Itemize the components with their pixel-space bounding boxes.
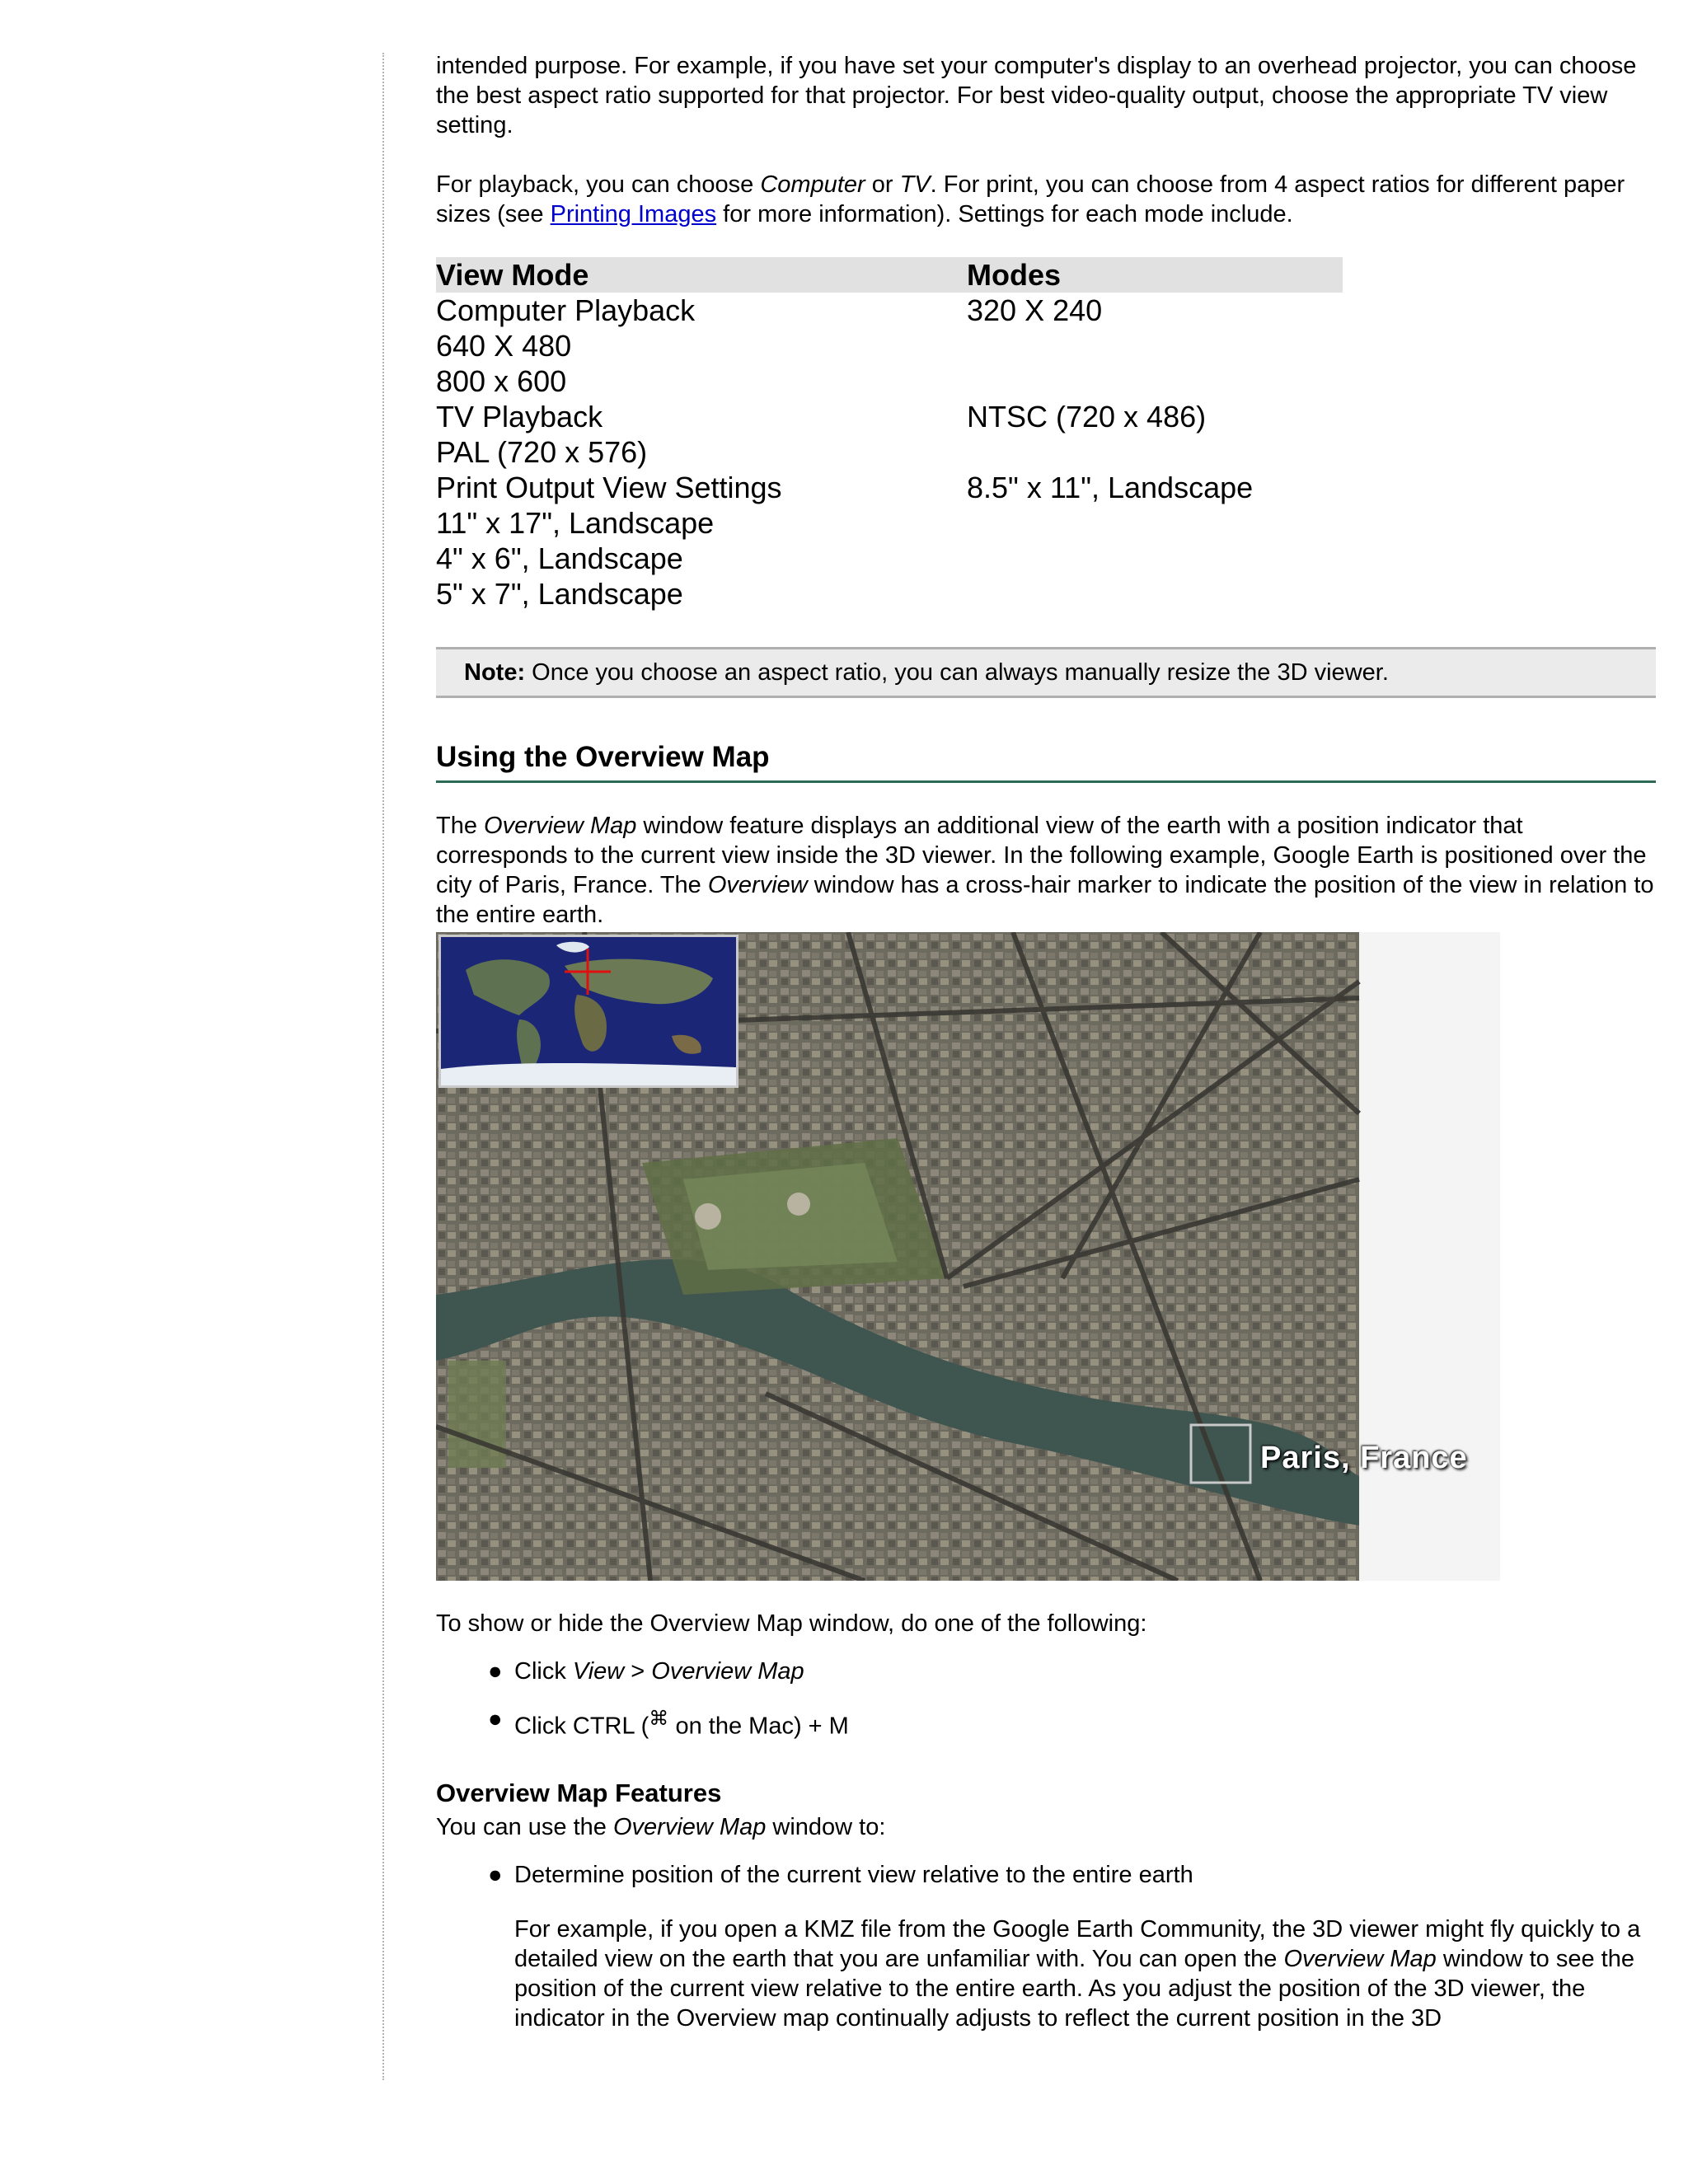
- table-cell: [967, 576, 1343, 612]
- table-cell: TV Playback: [436, 400, 603, 434]
- note-text: Once you choose an aspect ratio, you can always manually resize the 3D viewer.: [525, 659, 1389, 686]
- table-cell: 640 X 480: [436, 329, 572, 363]
- section-heading: Using the Overview Map: [436, 739, 1656, 783]
- table-row: [436, 505, 1343, 541]
- paris-aerial-image: [436, 932, 1500, 1581]
- table-row: [436, 293, 1343, 328]
- list-item: ● Click CTRL (⌘ on the Mac) + M: [488, 1706, 849, 1740]
- table-cell: [967, 541, 1343, 576]
- table-cell: [967, 328, 1343, 363]
- modes-header: Modes: [967, 258, 1062, 292]
- table-cell: NTSC (720 x 486): [967, 400, 1207, 434]
- toggle-options-list: [436, 1657, 1656, 1741]
- view-mode-table: [436, 257, 1343, 612]
- feature-detail-paragraph: For example, if you open a KMZ file from the Google Earth Community, the 3D viewer might fly quickly to a detailed view on the earth that you are unfamiliar with. You can open the Overview Map window to see the position of the current view relative to the entire earth. As you adjust the position of the 3D viewer, the indicator in the Overview map continually adjusts to reflect the current position in the 3D: [514, 1915, 1641, 2032]
- printing-images-link[interactable]: Printing Images: [550, 201, 717, 227]
- features-list: [436, 1860, 1656, 2033]
- table-row: [436, 541, 1343, 576]
- table-cell: PAL (720 x 576): [436, 435, 648, 469]
- bullet-icon: ●: [488, 1658, 503, 1685]
- table-cell: 800 x 600: [436, 364, 567, 398]
- crosshair-marker-icon: [565, 949, 611, 995]
- bullet-icon: ●: [488, 1706, 503, 1732]
- table-header-row: [436, 257, 1343, 293]
- bullet-icon: ●: [488, 1861, 503, 1888]
- table-cell: 4" x 6", Landscape: [436, 541, 683, 575]
- table-row: [436, 399, 1343, 434]
- overview-map-window[interactable]: [438, 935, 738, 1088]
- help-article: [436, 51, 1656, 2051]
- table-row: [436, 576, 1343, 612]
- table-cell: 5" x 7", Landscape: [436, 577, 683, 611]
- location-caption: Paris, France: [1260, 1441, 1468, 1475]
- list-item: ● Click View > Overview Map: [488, 1658, 804, 1685]
- view-mode-header: View Mode: [436, 258, 589, 292]
- command-key-icon: ⌘: [649, 1708, 669, 1730]
- table-cell: [967, 363, 1343, 399]
- table-cell: Print Output View Settings: [436, 471, 782, 504]
- table-cell: 11" x 17", Landscape: [436, 506, 715, 540]
- table-row: [436, 434, 1343, 470]
- list-item: ● Determine position of the current view relative to the entire earth For example, if you open a KMZ file from the Google Earth Community, the 3D viewer might fly quickly to a detailed view on the earth that you are unfamiliar with. You can open the Overview Map window to see the position of the current view relative to the entire earth. As you adjust the position of the 3D viewer, the indicator in the Overview map continually adjusts to reflect the current position in the 3D: [514, 1860, 1656, 2033]
- table-cell: [967, 434, 1343, 470]
- table-cell: Computer Playback: [436, 293, 696, 327]
- features-intro: You can use the Overview Map window to:: [436, 1813, 886, 1840]
- left-margin-dotted-rule: [382, 53, 384, 2080]
- features-heading: Overview Map Features: [436, 1778, 722, 1807]
- table-cell: 320 X 240: [967, 293, 1103, 327]
- table-row: [436, 470, 1343, 505]
- note-label: Note:: [464, 659, 526, 686]
- table-cell: [967, 505, 1343, 541]
- toggle-instructions: To show or hide the Overview Map window, do one of the following:: [436, 1610, 1147, 1637]
- playback-paragraph: For playback, you can choose Computer or TV. For print, you can choose from 4 aspect ratios for different paper sizes (see Printing Images for more information). Settings for each mode include.: [436, 171, 1625, 227]
- note-box: [436, 647, 1656, 698]
- overview-description: The Overview Map window feature displays an additional view of the earth with a position indicator that corresponds to the current view inside the 3D viewer. In the following example, Google Earth is positioned over the city of Paris, France. The Overview window has a cross-hair marker to indicate the position of the view in relation to the entire earth.: [436, 813, 1654, 928]
- table-row: [436, 328, 1343, 363]
- intro-paragraph: intended purpose. For example, if you have set your computer's display to an overhead projector, you can choose the best aspect ratio supported for that projector. For best video-quality output, choose the appropriate TV view setting.: [436, 53, 1637, 138]
- table-row: [436, 363, 1343, 399]
- table-cell: 8.5" x 11", Landscape: [967, 471, 1254, 504]
